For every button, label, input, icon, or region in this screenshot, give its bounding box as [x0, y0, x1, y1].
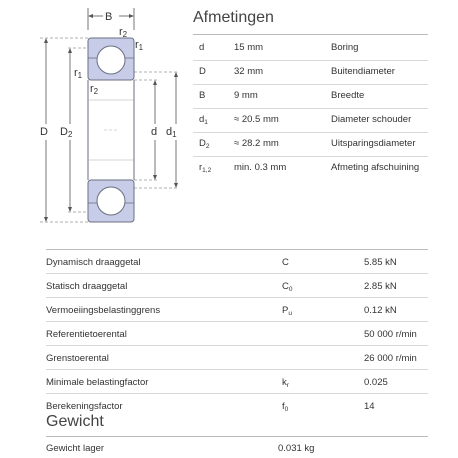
dimension-row-divider [193, 84, 428, 85]
dim-label-B: B [105, 11, 113, 23]
weight-label: Gewicht lager [46, 443, 105, 454]
performance-label: Minimale belastingfactor [46, 377, 149, 388]
performance-top-divider [46, 249, 428, 250]
ball-top [97, 46, 125, 74]
weight-title-divider [46, 436, 428, 437]
performance-label: Berekeningsfactor [46, 401, 123, 412]
dim-label-D2: D2 [60, 126, 73, 139]
dimensions-title: Afmetingen [193, 9, 274, 26]
dimension-value: ≈ 28.2 mm [234, 138, 279, 149]
performance-row-divider [46, 393, 428, 394]
dimension-description: Buitendiameter [331, 66, 395, 77]
performance-row-divider [46, 345, 428, 346]
weight-value: 0.031 kg [278, 443, 315, 454]
performance-label: Referentietoerental [46, 329, 127, 340]
dim-label-r1-left: r1 [74, 67, 83, 80]
performance-row-divider [46, 273, 428, 274]
performance-value: 26 000 r/min [364, 353, 417, 364]
dimension-description: Boring [331, 42, 359, 53]
dimensions-title-divider [193, 34, 428, 35]
dimension-row-divider [193, 60, 428, 61]
dimension-value: ≈ 20.5 mm [234, 114, 279, 125]
weight-title: Gewicht [46, 413, 104, 430]
ball-bottom [97, 187, 125, 215]
performance-label: Grenstoerental [46, 353, 109, 364]
performance-value: 2.85 kN [364, 281, 397, 292]
performance-symbol: $f_0$ [282, 401, 289, 413]
performance-value: 0.12 kN [364, 305, 397, 316]
dimension-symbol: $D_2$ [199, 138, 210, 150]
performance-value: 5.85 kN [364, 257, 397, 268]
dim-label-r2-top: r2 [119, 26, 128, 39]
performance-row-divider [46, 297, 428, 298]
dimension-value: 9 mm [234, 90, 258, 101]
bearing-cross-section-drawing [0, 0, 190, 240]
performance-value: 0.025 [364, 377, 388, 388]
dimension-symbol: $r_{1,2}$ [199, 162, 212, 174]
dim-label-d: d [151, 126, 158, 138]
performance-symbol: $P_u$ [282, 305, 292, 317]
dim-label-d1: d1 [166, 126, 177, 139]
dimension-symbol: D [199, 66, 206, 77]
performance-label: Dynamisch draaggetal [46, 257, 141, 268]
dimension-value: min. 0.3 mm [234, 162, 287, 173]
dimension-value: 15 mm [234, 42, 264, 53]
dimension-description: Uitsparingsdiameter [331, 138, 416, 149]
dimension-value: 32 mm [234, 66, 264, 77]
dimension-description: Afmeting afschuining [331, 162, 420, 173]
dimension-row-divider [193, 132, 428, 133]
dimension-symbol: B [199, 90, 206, 101]
performance-label: Vermoeiingsbelastinggrens [46, 305, 161, 316]
performance-symbol: $C_0$ [282, 281, 293, 293]
dimension-description: Diameter schouder [331, 114, 412, 125]
dimension-description: Breedte [331, 90, 365, 101]
performance-symbol: C [282, 257, 289, 268]
dimension-symbol: $d_1$ [199, 114, 208, 126]
performance-value: 50 000 r/min [364, 329, 417, 340]
dim-label-r1-top: r1 [135, 39, 144, 52]
performance-symbol: $k_r$ [282, 377, 289, 389]
dim-label-D: D [40, 126, 48, 138]
performance-row-divider [46, 369, 428, 370]
dimension-row-divider [193, 108, 428, 109]
dimension-symbol: d [199, 42, 205, 53]
dimension-row-divider [193, 156, 428, 157]
performance-value: 14 [364, 401, 375, 412]
performance-label: Statisch draaggetal [46, 281, 128, 292]
performance-row-divider [46, 321, 428, 322]
dim-label-r2-left: r2 [90, 83, 99, 96]
